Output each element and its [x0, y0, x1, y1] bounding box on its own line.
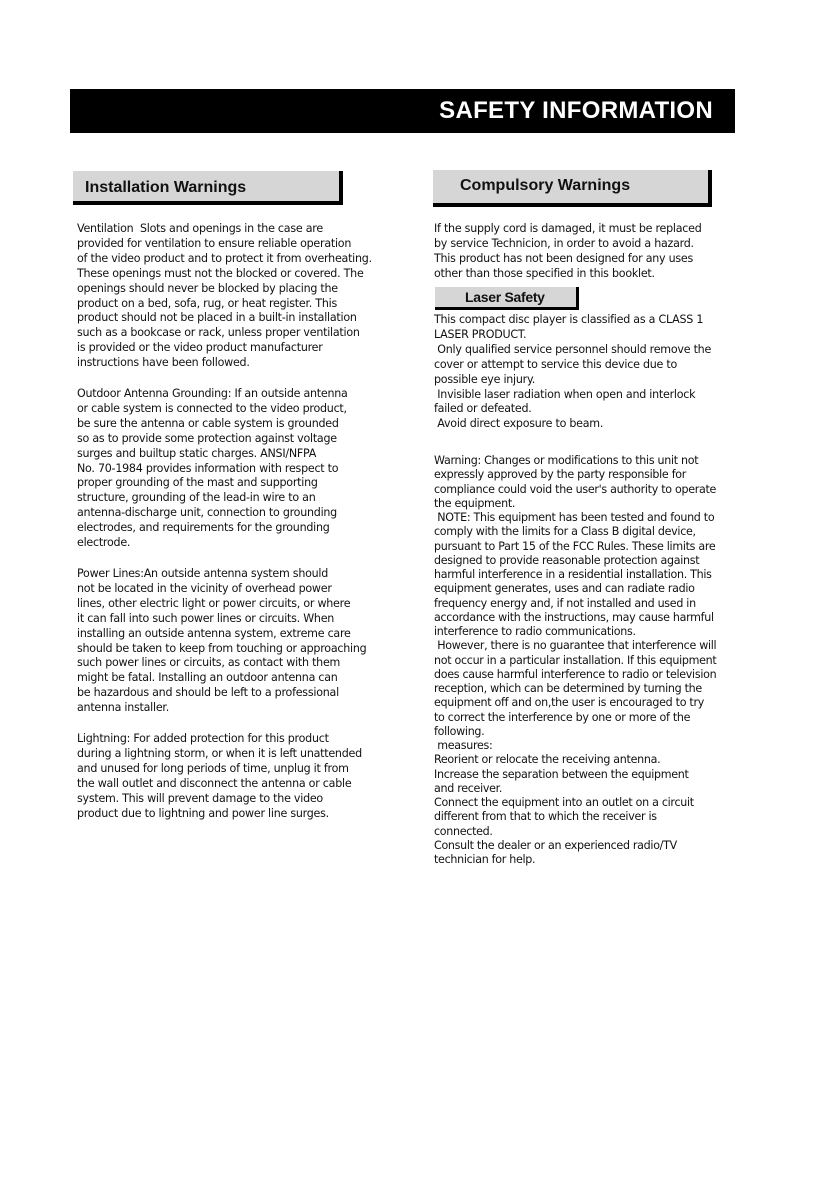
supply-cord-paragraph: If the supply cord is damaged, it must be replaced by service Technicion, in order to avoid a hazard. This product has not been designed for any uses other than those specified in this booklet. [434, 222, 702, 280]
lightning-paragraph: Lightning: For added protection for this product during a lightning storm, or when it is left unattended and unused for long periods of time, unplug it from the wall outlet and disconnect the antenna or cable system. This will prevent damage to the video product due to lightning and power line surges. [77, 732, 362, 820]
laser-safety-heading [435, 287, 579, 310]
laser-safety-heading-label: Laser Safety [465, 289, 545, 305]
page-title: SAFETY INFORMATION [439, 97, 713, 124]
fcc-warning-paragraph: Warning: Changes or modifications to this unit not expressly approved by the party responsible for compliance could void the user's authority to operate the equipment. NOTE: This equipment has been tested and found to comply with the limits for a Class B digital device, pursuant to Part 15 of the FCC Rules. These limits are designed to provide reasonable protection against harmful interference in a residential installation. This equipment generates, uses and can radiate radio frequency energy and, if not installed and used in accordance with the instructions, may cause harmful interference to radio communications. However, there is no guarantee that interference will not occur in a particular installation. If this equipment does cause harmful interference to radio or television reception, which can be determined by turning the equipment off and on,the user is encouraged to try to correct the interference by one or more of the following. measures: Reorient or relocate the receiving antenna. Increase the separation between the equipment and receiver. Connect the equipment into an outlet on a circuit different from that to which the receiver is connected. Consult the dealer or an experienced radio/TV technician for help. [434, 454, 717, 866]
installation-warnings-heading-label: Installation Warnings [85, 179, 247, 196]
compulsory-warnings-heading-label: Compulsory Warnings [460, 177, 631, 194]
outdoor-antenna-grounding-paragraph: Outdoor Antenna Grounding: If an outside antenna or cable system is connected to the video product, be sure the antenna or cable system is grounded so as to provide some protection against voltage surges and builtup static charges. ANSI/NFPA No. 70-1984 provides information with respect to proper grounding of the mast and supporting structure, grounding of the lead-in wire to an antenna-discharge unit, connection to grounding electrodes, and requirements for the grounding electrode. [77, 387, 348, 550]
laser-safety-paragraph: This compact disc player is classified as a CLASS 1 LASER PRODUCT. Only qualified service personnel should remove the cover or attempt to service this device due to possible eye injury. Invisible laser radiation when open and interlock failed or defeated. Avoid direct exposure to beam. [434, 313, 712, 431]
installation-warnings-heading [73, 171, 343, 205]
ventilation-paragraph: Ventilation Slots and openings in the case are provided for ventilation to ensure reliable operation of the video product and to protect it from overheating. These openings must not the blocked or covered. The openings should never be blocked by placing the product on a bed, sofa, rug, or heat register. This product should not be placed in a built-in installation such as a bookcase or rack, unless proper ventilation is provided or the video product manufacturer instructions have been followed. [77, 222, 372, 370]
compulsory-warnings-heading [433, 170, 712, 207]
page-title-bar [70, 89, 735, 133]
power-lines-paragraph: Power Lines:An outside antenna system should not be located in the vicinity of overhead power lines, other electric light or power circuits, or where it can fall into such power lines or circuits. When installing an outside antenna system, extreme care should be taken to keep from touching or approaching such power lines or circuits, as contact with them might be fatal. Installing an outdoor antenna can be hazardous and should be left to a professional antenna installer. [77, 567, 367, 715]
